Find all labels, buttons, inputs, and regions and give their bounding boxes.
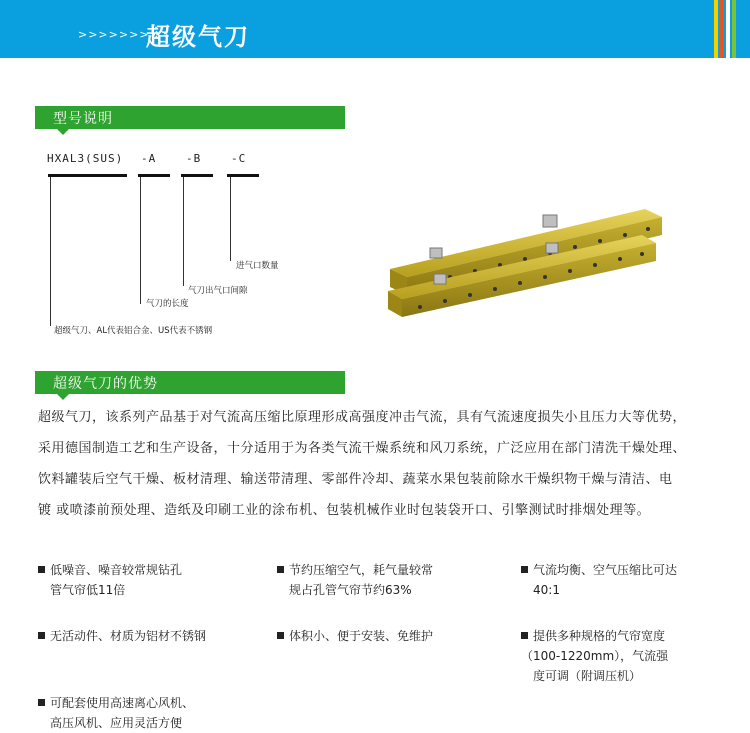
section-model-title: 型号说明 — [53, 111, 113, 127]
model-a-bar — [138, 174, 170, 177]
paragraph-line: 采用德国制造工艺和生产设备，十分适用于为各类气流干燥系统和风刀系统，广泛应用在部门清洗干燥处理、 — [38, 441, 687, 456]
bullet-square-icon — [38, 566, 45, 573]
feature-line: 体积小、便于安装、免维护 — [289, 629, 434, 643]
connector-base — [50, 177, 51, 326]
bullet-square-icon — [277, 632, 284, 639]
air-knife-image — [380, 195, 670, 325]
feature-line: 度可调（附调压机） — [533, 669, 642, 683]
feature-line: 节约压缩空气，耗气量较常 — [289, 563, 434, 577]
model-b-bar — [181, 174, 213, 177]
header-arrows: >>>>>>> — [78, 28, 150, 41]
paragraph-line: 超级气刀，该系列产品基于对气流高压缩比原理形成高强度冲击气流，具有气流速度损失小且压力大等优势， — [38, 410, 687, 425]
feature-line: 提供多种规格的气帘宽度 — [533, 629, 666, 643]
connector-c — [230, 177, 231, 261]
feature-item — [277, 560, 433, 600]
bullet-square-icon — [277, 566, 284, 573]
stripe-white — [726, 0, 730, 58]
paragraph-line: 镀 或喷漆前预处理、造纸及印刷工业的涂布机、包装机械作业时包装袋开口、引擎测试时排烟处理等。 — [38, 503, 651, 518]
model-c-bar — [227, 174, 259, 177]
decorative-stripes — [712, 0, 750, 58]
feature-line: 规占孔管气帘节约63% — [289, 583, 412, 597]
label-c: 进气口数量 — [236, 261, 279, 271]
page-title: 超级气刀 — [146, 23, 250, 51]
bullet-square-icon — [38, 632, 45, 639]
paragraph-line: 饮料罐装后空气干燥、板材清理、输送带清理、零部件冷却、蔬菜水果包装前除水干燥织物干燥与清洁、电 — [38, 472, 673, 487]
feature-line: 气流均衡、空气压缩比可达 — [533, 563, 678, 577]
connector-a — [140, 177, 141, 304]
feature-item — [521, 560, 677, 600]
feature-line: 40:1 — [533, 583, 560, 597]
model-b: -B — [186, 152, 202, 165]
feature-line: 无活动件、材质为铝材不锈钢 — [50, 629, 207, 643]
stripe-yellow — [714, 0, 718, 58]
stripe-orange — [720, 0, 724, 58]
model-a: -A — [141, 152, 157, 165]
label-a: 气刀的长度 — [146, 299, 189, 309]
feature-item — [521, 626, 668, 686]
feature-item — [277, 626, 433, 646]
feature-line: （100-1220mm），气流强 — [521, 649, 669, 663]
feature-line: 高压风机、应用灵活方便 — [50, 716, 183, 730]
feature-line: 低噪音、噪音较常规钻孔 — [50, 563, 183, 577]
feature-line: 可配套使用高速离心风机、 — [50, 696, 195, 710]
feature-item — [38, 560, 182, 600]
model-base: HXAL3(SUS) — [47, 152, 124, 165]
section-advantages-bar — [35, 371, 345, 394]
section-model-bar — [35, 106, 345, 129]
bullet-square-icon — [521, 632, 528, 639]
feature-item — [38, 693, 194, 733]
label-base: 超级气刀、AL代表铝合金、US代表不锈钢 — [54, 326, 213, 336]
stripe-green — [732, 0, 736, 58]
bullet-square-icon — [38, 699, 45, 706]
bullet-square-icon — [521, 566, 528, 573]
advantages-paragraph — [38, 402, 738, 526]
label-b: 气刀出气口间隙 — [188, 286, 248, 296]
feature-line: 管气帘低11倍 — [50, 583, 126, 597]
section-tick — [57, 394, 69, 400]
model-c: -C — [231, 152, 247, 165]
connector-b — [183, 177, 184, 286]
model-base-bar — [48, 174, 127, 177]
section-advantages-title: 超级气刀的优势 — [53, 376, 158, 392]
feature-item — [38, 626, 206, 646]
header-banner — [0, 0, 750, 58]
section-tick — [57, 129, 69, 135]
